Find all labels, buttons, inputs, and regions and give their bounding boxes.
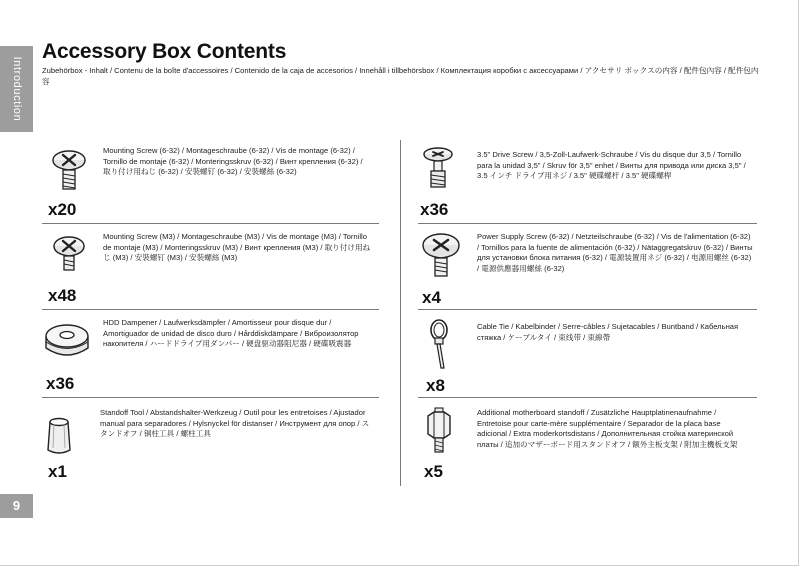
item-description: Power Supply Screw (6-32) / Netzteilschraube (6-32) / Vis de l'alimentation (6-32) / Tornillos para la fuente de alimentación (6-32) / Nätaggregatskruv (6-32) / Винты для установки блока питания (6-32) / 電源装置用ネジ (6-32) / 电源用螺丝 (6-32) / 電源供應器用螺絲 (6-32) <box>477 232 753 273</box>
item-quantity: x48 <box>48 286 77 305</box>
item-quantity: x36 <box>420 200 449 219</box>
mounting-screw-m3-icon <box>46 232 96 282</box>
item-divider <box>42 223 379 224</box>
hdd-dampener-icon <box>42 322 92 372</box>
column-divider <box>400 140 401 486</box>
item-description: Cable Tie / Kabelbinder / Serre-câbles / Sujetacables / Buntband / Кабельная стяжка / ケーブルタイ / 束线带 / 束線帶 <box>477 322 739 342</box>
item-quantity: x1 <box>48 462 67 481</box>
item-description: 3.5" Drive Screw / 3,5-Zoll-Laufwerk-Schraube / Vis du disque dur 3,5 / Tornillo para la unidad 3,5" / Skruv för 3,5" enhet / Винты для привода или диска 3,5" / 3.5 インチ ドライブ用ネジ / 3.5" 硬碟螺杆 / 3.5" 硬碟螺桿 <box>477 150 746 181</box>
accessory-item <box>42 312 382 398</box>
section-tab-label: Introduction <box>10 56 23 122</box>
mounting-screw-6-32-icon <box>46 146 96 196</box>
item-description: Mounting Screw (M3) / Montageschraube (M3) / Vis de montage (M3) / Tornillo de montaje (M3) / Monteringsskruv (M3) / Винт крепления (M3) / 取り付け用ねじ (M3) / 安裝螺钉 (M3) / 安裝螺絲 (M3) <box>103 232 371 263</box>
item-description: Mounting Screw (6-32) / Montageschraube (6-32) / Vis de montage (6-32) / Tornillo de montaje (6-32) / Monteringsskruv (6-32) / Винт крепления (6-32) / 取り付け用ねじ (6-32) / 安裝螺钉 (6-32) / 安裝螺絲 (6-32) <box>103 146 363 177</box>
item-divider <box>418 223 757 224</box>
accessory-item <box>418 226 758 312</box>
item-description: HDD Dampener / Laufwerksdämpfer / Amortisseur pour disque dur / Amortiguador de unidad de disco duro / Hårddiskdämpare / Виброизолятор накопителя / ハードドライブ用ダンパー / 硬盘驱动器阻尼器 / 硬碟吸震器 <box>103 318 359 349</box>
item-divider <box>42 397 379 398</box>
accessory-item <box>42 226 382 312</box>
item-description: Standoff Tool / Abstandshalter-Werkzeug / Outil pour les entretoises / Ajustador manual para separadores / Hylsnyckel för distanser / Инструмент для опор / スタンドオフ / 铜柱工具 / 螺柱工具 <box>100 408 370 439</box>
item-divider <box>418 309 757 310</box>
standoff-tool-icon <box>42 410 92 460</box>
accessory-item <box>42 140 382 226</box>
page-number: 9 <box>0 494 33 518</box>
page-subtitle: Zubehörbox - Inhalt / Contenu de la boîte d'accessoires / Contenido de la caja de accesorios / Innehåll i tillbehörsbox / Комплектация коробки с аксессуарами / アクセサリ ボックスの内容 / 配件包內容 / 配件包内容 <box>42 66 759 86</box>
item-divider <box>42 309 379 310</box>
accessory-item <box>418 400 758 486</box>
accessory-item <box>418 140 758 226</box>
item-quantity: x20 <box>48 200 77 219</box>
drive-screw-icon <box>420 146 470 196</box>
item-quantity: x4 <box>422 288 441 307</box>
item-description: Additional motherboard standoff / Zusätzliche Hauptplatinenaufnahme / Entretoise pour carte-mère supplémentaire / Separador de la placa base adicional / Extra moderkortsdistans / Дополнительная стойка материнской платы / 追加のマザーボード用スタンドオフ / 额外主板支架 / 附加主機板支架 <box>477 408 738 449</box>
item-quantity: x36 <box>46 374 75 393</box>
accessory-item <box>418 312 758 398</box>
section-tab <box>0 46 33 132</box>
power-supply-screw-icon <box>418 230 468 280</box>
item-quantity: x5 <box>424 462 443 481</box>
item-quantity: x8 <box>426 376 445 395</box>
cable-tie-icon <box>422 316 472 366</box>
page-title: Accessory Box Contents <box>42 40 287 63</box>
item-divider <box>418 397 757 398</box>
motherboard-standoff-icon <box>422 406 472 456</box>
accessory-item <box>42 400 382 486</box>
